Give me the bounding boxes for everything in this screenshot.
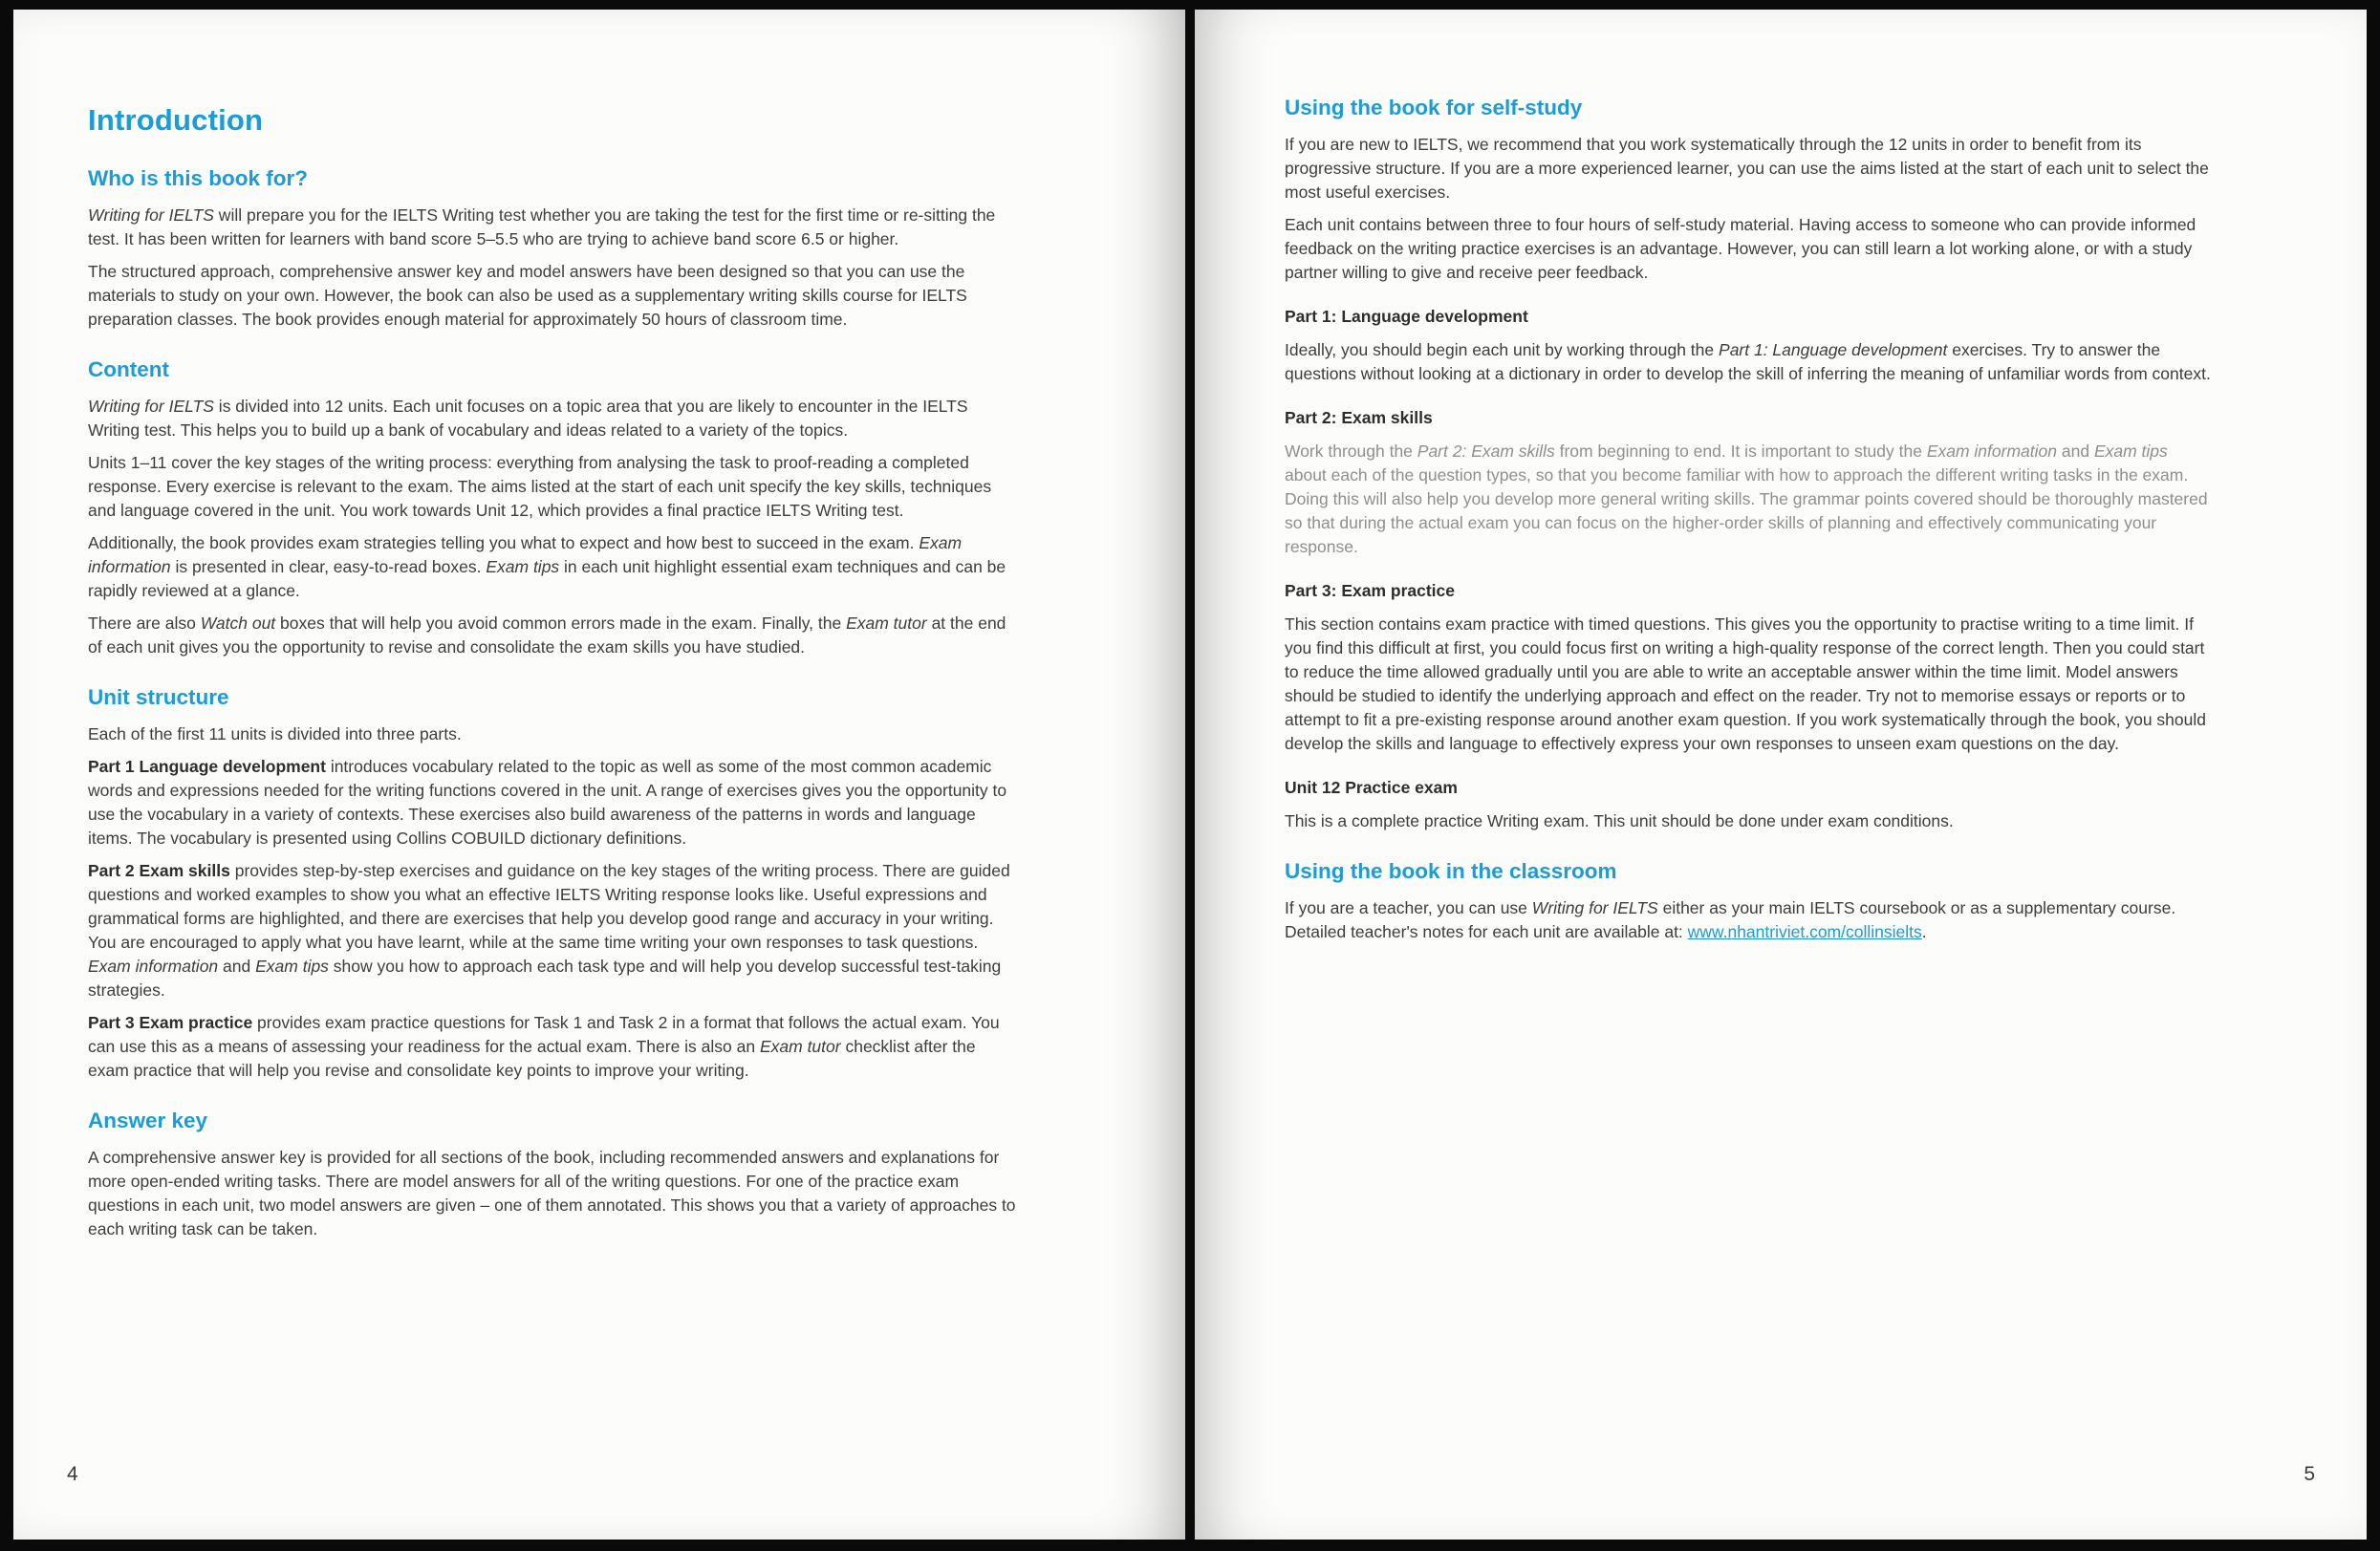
paragraph (88, 204, 1017, 251)
text-run: in each unit highlight essential exam techniques and can be rapidly reviewed at a glance. (88, 557, 1006, 600)
text-run: Exam tips (2093, 442, 2168, 461)
text-run: and (218, 957, 256, 976)
text-run: boxes that will help you avoid common errors made in the exam. Finally, the (275, 614, 847, 633)
page-left (13, 10, 1185, 1540)
paragraph (1285, 809, 2214, 833)
text-run: Additionally, the book provides exam strategies telling you what to expect and how best to succeed in the exam. (88, 533, 920, 552)
paragraph (88, 1011, 1017, 1083)
paragraph (88, 612, 1017, 659)
text-run: Exam information (88, 533, 963, 576)
text-run: . (1921, 922, 1927, 941)
paragraph (1285, 213, 2214, 285)
text-run: This section contains exam practice with timed questions. This gives you the opportunity to practise writing to a time limit. If you find this difficult at first, you could focus first on writing a high-quality response of the correct length. Then you could start to reduce the time allowed gradually until you are able to write an acceptable answer within the time limit. Model answers should be studied to identify the underlying approach and effect on the reader. Try not to memorise essays or reports or to attempt to fit a pre-existing response around another exam question. If you work systematically through the book, you should develop the skills and language to effectively express your own responses to unseen exam questions on the day. (1285, 614, 2207, 753)
page-number-right: 5 (2304, 1463, 2315, 1485)
text-run: Part 1 Language development (88, 757, 326, 776)
paragraph (1285, 613, 2214, 756)
text-run: will prepare you for the IELTS Writing test whether you are taking the test for the first time or re-sitting the test. It has been written for learners with band score 5–5.5 who are trying to achieve band score 6.5 or higher. (88, 205, 996, 248)
section-heading: Using the book in the classroom (1285, 859, 1617, 883)
paragraph (1285, 338, 2214, 386)
page-number-left: 4 (67, 1463, 78, 1485)
page-title: Introduction (88, 103, 264, 137)
paragraph (88, 722, 1017, 746)
paragraph (88, 451, 1017, 523)
text-run: about each of the question types, so that you become familiar with how to approach the different writing tasks in the exam. Doing this will also help you develop more general writing skills. The grammar points covered should be thoroughly mastered so that during the actual exam you can focus on the higher-order skills of planning and effectively communicating your response. (1285, 465, 2208, 556)
text-run: Each unit contains between three to four hours of self-study material. Having access to someone who can provide informed feedback on the writing practice exercises is an advantage. However, you can still learn a lot working alone, or with a study partner willing to give and receive peer feedback. (1285, 215, 2196, 282)
text-run: Units 1–11 cover the key stages of the writing process: everything from analysing the task to proof-reading a completed response. Every exercise is relevant to the exam. The aims listed at the start of each unit specify the key skills, techniques and language covered in the unit. You work towards Unit 12, which provides a final practice IELTS Writing test. (88, 453, 992, 520)
text-run: provides step-by-step exercises and guidance on the key stages of the writing process. There are guided questions and worked examples to show you what an effective IELTS Writing response looks like. Useful expressions and grammatical forms are highlighted, and there are exercises that help you develop good range and accuracy in your writing. You are encouraged to apply what you have learnt, while at the same time writing your own responses to task questions. (88, 861, 1010, 952)
text-run: The structured approach, comprehensive answer key and model answers have been designed so that you can use the materials to study on your own. However, the book can also be used as a supplementary writing skills course for IELTS preparation classes. The book provides enough material for approximately 50 hours of classroom time. (88, 262, 967, 329)
text-run: Watch out (200, 614, 276, 633)
text-run: is divided into 12 units. Each unit focuses on a topic area that you are likely to encounter in the IELTS Writing test. This helps you to build up a bank of vocabulary and ideas related to a variety of the topics. (88, 397, 968, 440)
text-run: Part 1: Language development (1719, 340, 1948, 359)
paragraph (1285, 440, 2214, 559)
text-run: Part 2: Exam skills (1417, 442, 1555, 461)
text-run: If you are a teacher, you can use (1285, 898, 1532, 917)
text-run: is presented in clear, easy-to-read boxes. (170, 557, 487, 576)
text-run: Writing for IELTS (1531, 898, 1658, 917)
text-run: Writing for IELTS (88, 205, 214, 225)
text-run: introduces vocabulary related to the topic as well as some of the most common academic words and expressions needed for the writing functions covered in the unit. A range of exercises gives you the opportunity to use the vocabulary in a variety of contexts. These exercises also build awareness of the patterns in words and language items. The vocabulary is presented using Collins COBUILD dictionary definitions. (88, 757, 1007, 848)
paragraph (1285, 133, 2214, 205)
page-right (1195, 10, 2367, 1540)
text-run: at the end of each unit gives you the opportunity to revise and consolidate the exam skills you have studied. (88, 614, 1006, 657)
page-left-content (88, 103, 1017, 1250)
section-heading: Using the book for self-study (1285, 96, 1583, 119)
text-run: Part 3 Exam practice (88, 1013, 253, 1032)
text-run: show you how to approach each task type and will help you develop successful test-taking strategies. (88, 957, 1002, 1000)
text-run: Exam tips (255, 957, 329, 976)
section-heading: Who is this book for? (88, 166, 308, 190)
sub-heading: Part 2: Exam skills (1285, 408, 1433, 427)
text-run: provides exam practice questions for Task 1 and Task 2 in a format that follows the actual exam. You can use this as a means of assessing your readiness for the actual exam. There is also an (88, 1013, 1000, 1056)
text-run: A comprehensive answer key is provided for all sections of the book, including recommended answers and explanations for more open-ended writing tasks. There are model answers for all of the writing questions. For one of the practice exam questions in each unit, two model answers are given – one of them annotated. This shows you that a variety of approaches to each writing task can be taken. (88, 1148, 1016, 1239)
text-run: exercises. Try to answer the questions without looking at a dictionary in order to develop the skill of inferring the meaning of unfamiliar words from context. (1285, 340, 2211, 383)
section-heading: Unit structure (88, 685, 229, 709)
text-run: Exam tips (486, 557, 560, 576)
text-run: checklist after the exam practice that will help you revise and consolidate key points to improve your writing. (88, 1037, 976, 1080)
paragraph (88, 1146, 1017, 1241)
text-run: Ideally, you should begin each unit by working through the (1285, 340, 1720, 359)
paragraph (1285, 896, 2214, 944)
text-run: There are also (88, 614, 201, 633)
paragraph (88, 395, 1017, 442)
section-heading: Answer key (88, 1109, 208, 1132)
page-right-content (1285, 96, 2214, 953)
paragraph (88, 531, 1017, 603)
text-run: Part 2 Exam skills (88, 861, 230, 880)
section-heading: Content (88, 357, 169, 381)
text-run: either as your main IELTS coursebook or as a supplementary course. Detailed teacher's notes for each unit are available at: (1285, 898, 2176, 941)
paragraph (88, 755, 1017, 851)
sub-heading: Unit 12 Practice exam (1285, 778, 1458, 797)
paragraph (88, 859, 1017, 1002)
text-run: Exam information (88, 957, 219, 976)
text-run: Exam information (1926, 442, 2057, 461)
sub-heading: Part 1: Language development (1285, 307, 1528, 326)
paragraph (88, 260, 1017, 332)
text-run: Exam tutor (846, 614, 927, 633)
text-run: and (2057, 442, 2094, 461)
text-run: Writing for IELTS (88, 397, 214, 416)
text-run: Each of the first 11 units is divided into three parts. (88, 724, 462, 743)
text-run: Exam tutor (759, 1037, 841, 1056)
text-run: If you are new to IELTS, we recommend that you work systematically through the 12 units in order to benefit from its progressive structure. If you are a more experienced learner, you can use the aims listed at the start of each unit to select the most useful exercises. (1285, 135, 2209, 202)
sub-heading: Part 3: Exam practice (1285, 581, 1456, 600)
text-run: Work through the (1285, 442, 1417, 461)
text-run: This is a complete practice Writing exam. This unit should be done under exam conditions. (1285, 811, 1954, 830)
text-run: from beginning to end. It is important to study the (1554, 442, 1927, 461)
teacher-notes-link[interactable]: www.nhantriviet.com/collinsielts (1687, 922, 1922, 941)
